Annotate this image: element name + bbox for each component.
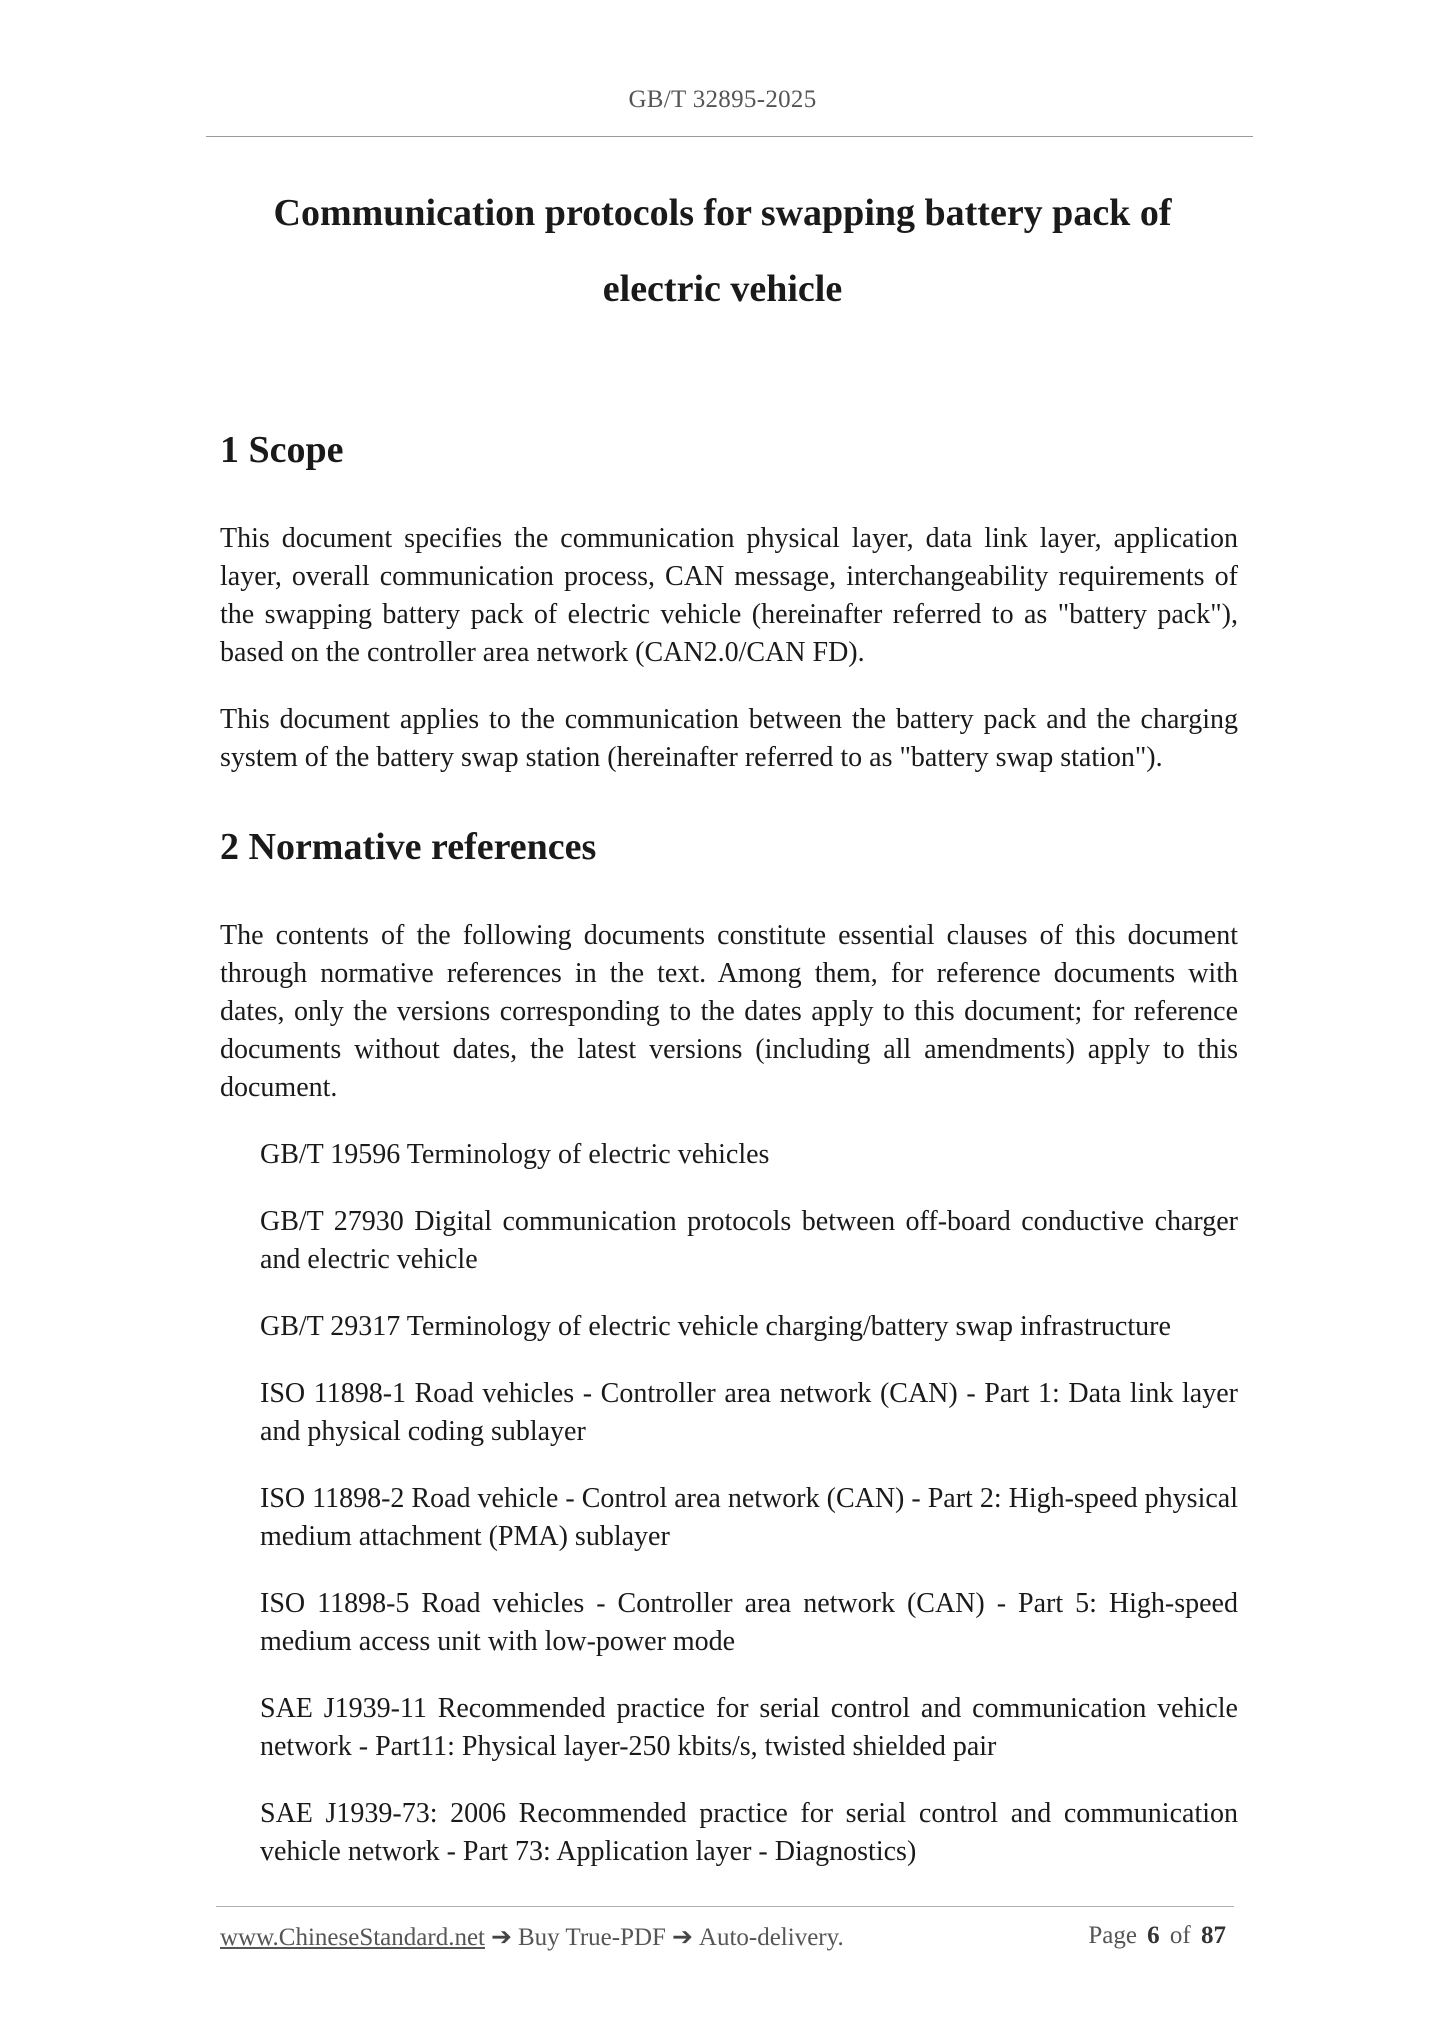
footer-promo	[220, 1922, 844, 1952]
page-current-number: 6	[1147, 1922, 1160, 1949]
section-heading-normative-references: 2 Normative references	[220, 826, 597, 868]
normative-intro-paragraph: The contents of the following documents constitute essential clauses of this document through normative references in the text. Among them, for reference documents with dates, only the versions corresponding to the dates apply to this document; for reference documents without dates, the latest versions (including all amendments) apply to this document.	[220, 920, 1238, 1103]
reference-item: SAE J1939-73: 2006 Recommended practice for serial control and communication vehicle network - Part 73: Application layer - Diagnostics)	[260, 1798, 1238, 1867]
scope-paragraph: This document specifies the communication physical layer, data link layer, application layer, overall communication process, CAN message, interchangeability requirements of the swapping battery pack of electric vehicle (hereinafter referred to as "battery pack"), based on the controller area network (CAN2.0/CAN FD).	[220, 523, 1238, 668]
document-body	[220, 420, 1238, 1900]
buy-true-pdf-text: Buy True-PDF	[517, 1924, 666, 1951]
reference-item: ISO 11898-2 Road vehicle - Control area network (CAN) - Part 2: High-speed physical medium attachment (PMA) sublayer	[260, 1483, 1238, 1552]
scope-paragraph: This document applies to the communication between the battery pack and the charging system of the battery swap station (hereinafter referred to as "battery swap station").	[220, 704, 1238, 773]
reference-item: ISO 11898-1 Road vehicles - Controller area network (CAN) - Part 1: Data link layer and physical coding sublayer	[260, 1378, 1238, 1447]
section-heading-scope: 1 Scope	[220, 429, 344, 471]
arrow-right-icon: ➔	[491, 1924, 512, 1951]
page-of-label: of	[1169, 1922, 1191, 1949]
auto-delivery-text: Auto-delivery.	[698, 1924, 844, 1951]
reference-item: ISO 11898-5 Road vehicles - Controller area network (CAN) - Part 5: High-speed medium access unit with low-power mode	[260, 1588, 1238, 1657]
page-total-number: 87	[1201, 1922, 1226, 1949]
reference-item: GB/T 29317 Terminology of electric vehicle charging/battery swap infrastructure	[260, 1311, 1171, 1342]
reference-item: GB/T 19596 Terminology of electric vehicles	[260, 1139, 770, 1170]
site-link[interactable]: www.ChineseStandard.net	[220, 1924, 485, 1951]
document-code-header: GB/T 32895-2025	[628, 86, 817, 113]
footer-divider	[216, 1906, 1234, 1907]
document-title: Communication protocols for swapping battery pack of electric vehicle	[273, 192, 1172, 310]
page-label: Page	[1088, 1922, 1137, 1949]
reference-item: SAE J1939-11 Recommended practice for serial control and communication vehicle network - Part11: Physical layer-250 kbits/s, twisted shielded pair	[260, 1693, 1238, 1762]
reference-list	[220, 1136, 1238, 1871]
header-divider	[206, 136, 1253, 137]
arrow-right-icon: ➔	[671, 1924, 693, 1951]
reference-item: GB/T 27930 Digital communication protocols between off-board conductive charger and electric vehicle	[260, 1206, 1238, 1275]
page-indicator	[1088, 1922, 1230, 1950]
